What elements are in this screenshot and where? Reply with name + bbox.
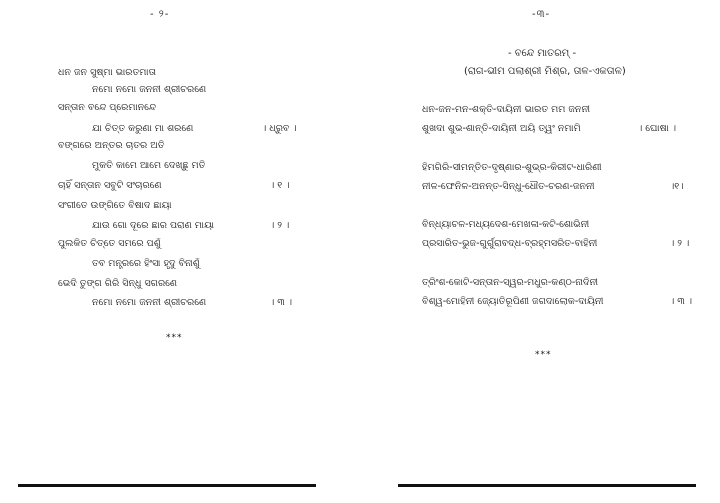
verse-line: ପ୍ରସାରିତ-ଭୁଜ-ଗୁର୍ଗୁରାବଦ୍ଧ-ବ୍ରହ୍ମସରିତ-ବାହିନୀ xyxy=(422,238,598,249)
stanza-mark: ।୧। xyxy=(670,181,684,192)
verse-line: ଚାହିଁ ସନ୍ତାନ ସବୁଟି ସଂଚାରଣେ xyxy=(58,180,162,191)
stanza-mark: । ୨ । xyxy=(670,238,690,249)
verse-line: ତବ ମନ୍ତ୍ରରେ ହିଂସା ହୃଦୁ ବିନାଶୁଁ xyxy=(92,258,200,269)
right-page xyxy=(360,0,720,503)
verse-line: ନମୋ ନମୋ ଜନନୀ ଶ୍ରୀଚରଣେ xyxy=(92,84,207,95)
bottom-rule xyxy=(398,484,696,487)
left-page-number: - ୨- xyxy=(150,9,170,20)
song-title: - ବନ୍ଦେ ମାତରମ୍ - xyxy=(508,48,577,59)
end-stars: *** xyxy=(535,350,552,360)
stanza-mark: । ୧ । xyxy=(270,180,290,191)
verse-line: ତ୍ରିଂଶ-କୋଟି-ସନ୍ତାନ-ସ୍ୱର-ମଧୁର-କଣ୍ଠ-ନାଦିନୀ xyxy=(422,277,599,288)
verse-line: ଧନ-ଜନ-ମନ-ଶକ୍ତି-ଦାୟିନୀ ଭାରତ ମମ ଜନନୀ xyxy=(422,104,591,115)
verse-line: ଯାଉ ଗୋ ଦୂରେ ଛାର ପରାଣ ମାୟା xyxy=(92,220,215,231)
verse-line: ସନ୍ତାନ ବନ୍ଦେ ପ୍ରେମାନନ୍ଦେ xyxy=(58,102,157,113)
song-subtitle: (ରାଗ-ଭୀମ ପଲାଶ୍ରୀ ମିଶ୍ର, ତାଳ-ଏକତାଳ) xyxy=(464,66,626,77)
verse-line: ଧନ ଜନ ସୁଷ୍ମା ଭାରତମାତା xyxy=(58,67,157,78)
verse-line: ମୁକତି କାମେ ଆମେ ଦେଖ୍ଛୁ ମତି xyxy=(92,160,206,171)
verse-line: ନମୋ ନମୋ ଜନନୀ ଶ୍ରୀଚରଣେ xyxy=(92,297,207,308)
stanza-mark: । ୨ । xyxy=(270,220,290,231)
verse-line: ବଙ୍ଗରେ ଅନ୍ତର ଚାତର ଅତି xyxy=(58,140,165,151)
end-stars: *** xyxy=(166,333,183,343)
verse-line: ଭେଦି ତୁଙ୍ଗ ଗିରି ସିନ୍ଧୁ ସଗରଣେ xyxy=(58,278,178,289)
verse-line: ବିଶ୍ୱ-ମୋହିନୀ ଜ୍ୟୋତିରୂପିଣୀ ଜଗଦାଲୋକ-ଦାୟିନୀ xyxy=(422,296,604,307)
verse-line: ପୁଲକିତ ଚିତ୍ତେ ସମରେ ପଶୁଁ xyxy=(58,238,161,249)
right-page-number: -୩- xyxy=(532,9,551,20)
verse-line: ଯା ଚିତ୍ତ କରୁଣା ମା ଶରଣେ xyxy=(92,123,194,134)
verse-line: ନୀଳ-ଫେନିଳ-ଅନନ୍ତ-ସିନ୍ଧୁ-ଧୌତ-ଚରଣ-ଜନନୀ xyxy=(422,181,595,192)
bottom-rule xyxy=(18,484,316,487)
refrain-mark: । ଘୋଷା । xyxy=(638,123,677,134)
stanza-mark: । ୩ । xyxy=(270,297,293,308)
stanza-mark: । ୩ । xyxy=(670,296,693,307)
verse-line: ସଂଗୀତେ ଉଙ୍ଗିତେ ବିଷାଦ ଛାୟା xyxy=(58,200,172,211)
verse-line: ଶୁଖଦା ଶୁଭ-ଶାନ୍ତି-ଦାୟିନୀ ଅୟି ତ୍ୱଂ ନମାମି xyxy=(422,123,581,134)
refrain-mark: । ଧ୍ରୁବ । xyxy=(262,123,297,134)
verse-line: ହିମଗିରି-ସୀମନ୍ତିତ-ଦୃଷ୍ଣାର-ଶୁଭ୍ର-କିରୀଟ-ଧାରିଣୀ xyxy=(422,162,602,173)
verse-line: ବିନ୍ଧ୍ୟାଚଳ-ମଧ୍ୟଦେଶ-ମେଖଳା-କଟି-ଶୋଭିନୀ xyxy=(422,219,590,230)
